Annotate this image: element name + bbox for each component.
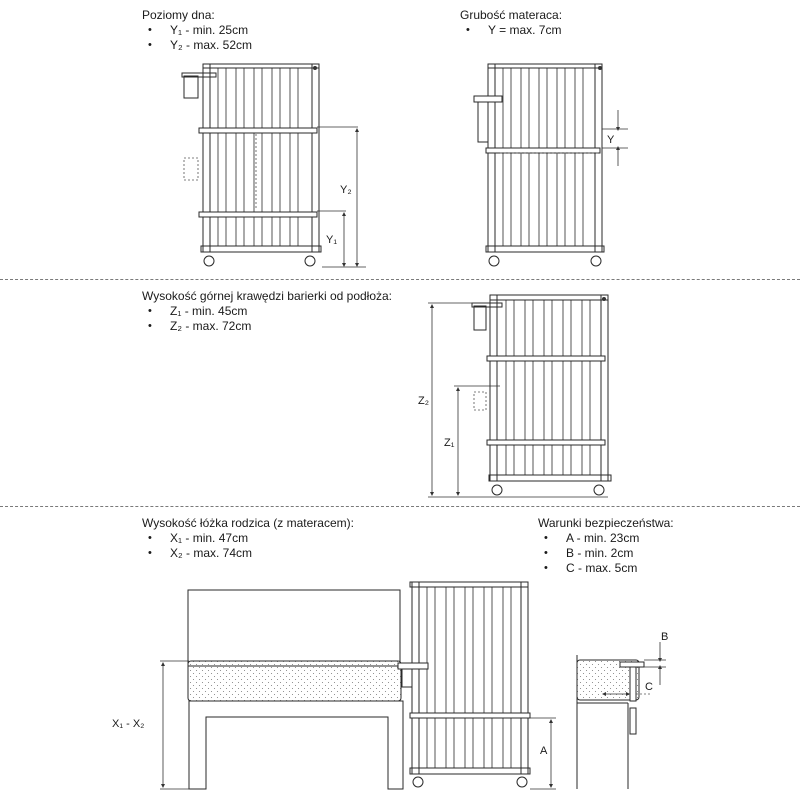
- cot-barrier-base-rail: [489, 475, 611, 481]
- cot-lower-bottom-level: [199, 212, 317, 217]
- legend-item-x2: • X₂ - max. 74cm: [142, 546, 354, 561]
- cot-barrier-left-post: [490, 295, 497, 481]
- legend-item-y2: • Y₂ - max. 52cm: [142, 38, 252, 53]
- cot-barrier-slats: [506, 300, 590, 475]
- safety-conditions-heading: Warunki bezpieczeństwa:: [538, 516, 674, 530]
- side-cot-top-rail: [410, 582, 528, 587]
- label-x1-x2: X₁ - X₂: [112, 718, 145, 730]
- cot-screw: [313, 66, 317, 70]
- cot-top-rail: [203, 64, 319, 68]
- cot-side-clamp: [184, 76, 198, 98]
- detail-clamp: [630, 667, 636, 701]
- cot-barrier-clamp-ghost: [474, 392, 486, 410]
- cot-barrier-clamp: [474, 306, 486, 330]
- legend-item-b: • B - min. 2cm: [538, 546, 674, 561]
- label-c: C: [645, 681, 653, 693]
- cot-front-top-rail: [488, 64, 602, 68]
- parent-bed-mattress: [188, 661, 401, 701]
- cot-barrier-left-wheel: [492, 485, 502, 495]
- cot-barrier-height-diagram: [418, 295, 611, 497]
- side-cot-slats: [427, 587, 511, 768]
- label-y2: Y₂: [340, 184, 352, 196]
- cot-mattress-diagram: [474, 64, 628, 266]
- cot-front-base-rail: [486, 246, 604, 252]
- barrier-height-heading: Wysokość górnej krawędzi barierki od podłoża:: [142, 289, 393, 303]
- label-z2: Z₂: [418, 395, 429, 407]
- cot-clamp-ghost: [184, 158, 198, 180]
- side-cot-left-wheel: [413, 777, 423, 787]
- side-cot-base-rail: [410, 768, 530, 774]
- side-cot-right-post: [521, 582, 528, 774]
- legend-item-c: • C - max. 5cm: [538, 561, 674, 576]
- cot-front-right-post: [595, 64, 602, 252]
- cot-front-slats: [503, 68, 583, 246]
- cot-front-clamp: [478, 102, 488, 142]
- label-y1: Y₁: [326, 234, 338, 246]
- cot-upper-bottom-level: [199, 128, 317, 133]
- parent-bed-heading: Wysokość łóżka rodzica (z materacem):: [142, 516, 354, 530]
- cot-barrier-upper-level: [487, 356, 605, 361]
- cot-base-rail: [201, 246, 321, 252]
- cot-barrier-right-wheel: [594, 485, 604, 495]
- cot-left-post: [203, 64, 210, 252]
- side-cot-clamp: [402, 669, 412, 687]
- legend-item-x1: • X₁ - min. 47cm: [142, 531, 354, 546]
- side-cot-clamp-arm: [398, 663, 428, 669]
- cot-left-wheel: [204, 256, 214, 266]
- cot-front-left-wheel: [489, 256, 499, 266]
- label-z1: Z₁: [444, 437, 455, 449]
- side-cot-left-post: [412, 582, 419, 774]
- side-cot-diagram: [398, 582, 556, 789]
- mattress-thickness-heading: Grubość materaca:: [460, 8, 563, 22]
- side-cot-right-wheel: [517, 777, 527, 787]
- cot-right-wheel: [305, 256, 315, 266]
- cot-front-clamp-arm: [474, 96, 502, 102]
- safety-detail-diagram: [577, 631, 668, 789]
- parent-bed-frame: [189, 701, 403, 789]
- detail-clamp-arm: [620, 662, 644, 667]
- label-y: Y: [607, 134, 615, 146]
- cot-barrier-screw: [602, 297, 606, 301]
- cot-barrier-lower-level: [487, 440, 605, 445]
- cot-front-right-wheel: [591, 256, 601, 266]
- legend-item-y1: • Y₁ - min. 25cm: [142, 23, 252, 38]
- label-b: B: [661, 631, 669, 643]
- parent-bed-headboard: [188, 590, 400, 666]
- cot-front-screw: [598, 66, 602, 70]
- side-cot-bottom-level: [410, 713, 530, 718]
- legend-item-z2: • Z₂ - max. 72cm: [142, 319, 392, 334]
- label-a: A: [540, 745, 548, 757]
- cot-barrier-right-post: [601, 295, 608, 481]
- cot-right-post: [312, 64, 319, 252]
- legend-item-y: • Y = max. 7cm: [460, 23, 562, 38]
- legend-item-z1: • Z₁ - min. 45cm: [142, 304, 392, 319]
- cot-barrier-top-rail: [490, 295, 608, 300]
- parent-bed-diagram: [112, 590, 403, 789]
- cot-front-bottom-level: [486, 148, 600, 153]
- cot-slats: [218, 68, 298, 246]
- legend-item-a: • A - min. 23cm: [538, 531, 674, 546]
- cot-bottom-levels-diagram: [182, 64, 366, 267]
- bottom-levels-heading: Poziomy dna:: [142, 8, 215, 22]
- cot-front-left-post: [488, 64, 495, 252]
- detail-clamp-screw: [630, 708, 636, 734]
